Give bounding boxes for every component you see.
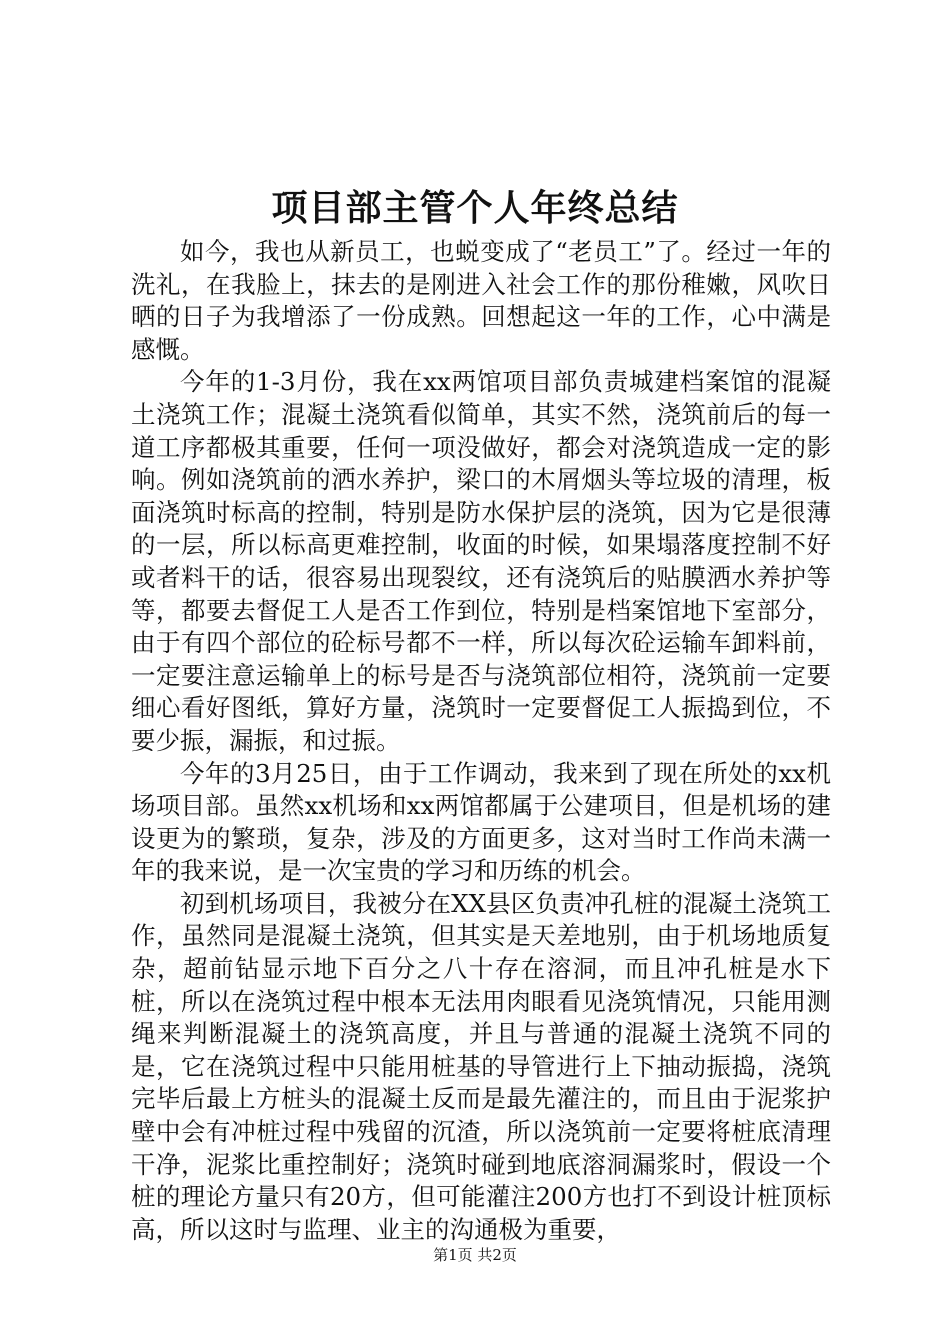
document-title: 项目部主管个人年终总结: [271, 187, 679, 229]
paragraph: 今年的3月25日，由于工作调动，我来到了现在所处的xx机场项目部。虽然xx机场和xx两馆都属于公建项目，但是机场的建设更为的繁琐，复杂，涉及的方面更多，这对当时工作尚未满一年的我来说，是一次宝贵的学习和历练的机会。: [131, 758, 831, 886]
page-number-footer: 第1页 共2页: [433, 1246, 517, 1264]
document-body: [131, 236, 831, 1246]
paragraph: 如今，我也从新员工，也蜕变成了“老员工”了。经过一年的洗礼，在我脸上，抹去的是刚进入社会工作的那份稚嫩，风吹日晒的日子为我增添了一份成熟。回想起这一年的工作，心中满是感慨。: [131, 237, 831, 364]
paragraph: 今年的1-3月份，我在xx两馆项目部负责城建档案馆的混凝土浇筑工作；混凝土浇筑看似简单，其实不然，浇筑前后的每一道工序都极其重要，任何一项没做好，都会对浇筑造成一定的影响。例如浇筑前的洒水养护，梁口的木屑烟头等垃圾的清理，板面浇筑时标高的控制，特别是防水保护层的浇筑，因为它是很薄的一层，所以标高更难控制，收面的时候，如果塌落度控制不好或者料干的话，很容易出现裂纹，还有浇筑后的贴膜洒水养护等等，都要去督促工人是否工作到位，特别是档案馆地下室部分，由于有四个部位的砼标号都不一样，所以每次砼运输车卸料前，一定要注意运输单上的标号是否与浇筑部位相符，浇筑前一定要细心看好图纸，算好方量，浇筑时一定要督促工人振捣到位，不要少振，漏振，和过振。: [131, 367, 831, 755]
paragraph: 初到机场项目，我被分在XX县区负责冲孔桩的混凝土浇筑工作，虽然同是混凝土浇筑，但其实是天差地别，由于机场地质复杂，超前钻显示地下百分之八十存在溶洞，而且冲孔桩是水下桩，所以在浇筑过程中根本无法用肉眼看见浇筑情况，只能用测绳来判断混凝土的浇筑高度，并且与普通的混凝土浇筑不同的是，它在浇筑过程中只能用桩基的导管进行上下抽动振捣，浇筑完毕后最上方桩头的混凝土反而是最先灌注的，而且由于泥浆护壁中会有冲桩过程中残留的沉渣，所以浇筑前一定要将桩底清理干净，泥浆比重控制好；浇筑时碰到地底溶洞漏浆时，假设一个桩的理论方量只有20方，但可能灌注200方也打不到设计桩顶标高，所以这时与监理、业主的沟通极为重要，: [131, 888, 831, 1244]
